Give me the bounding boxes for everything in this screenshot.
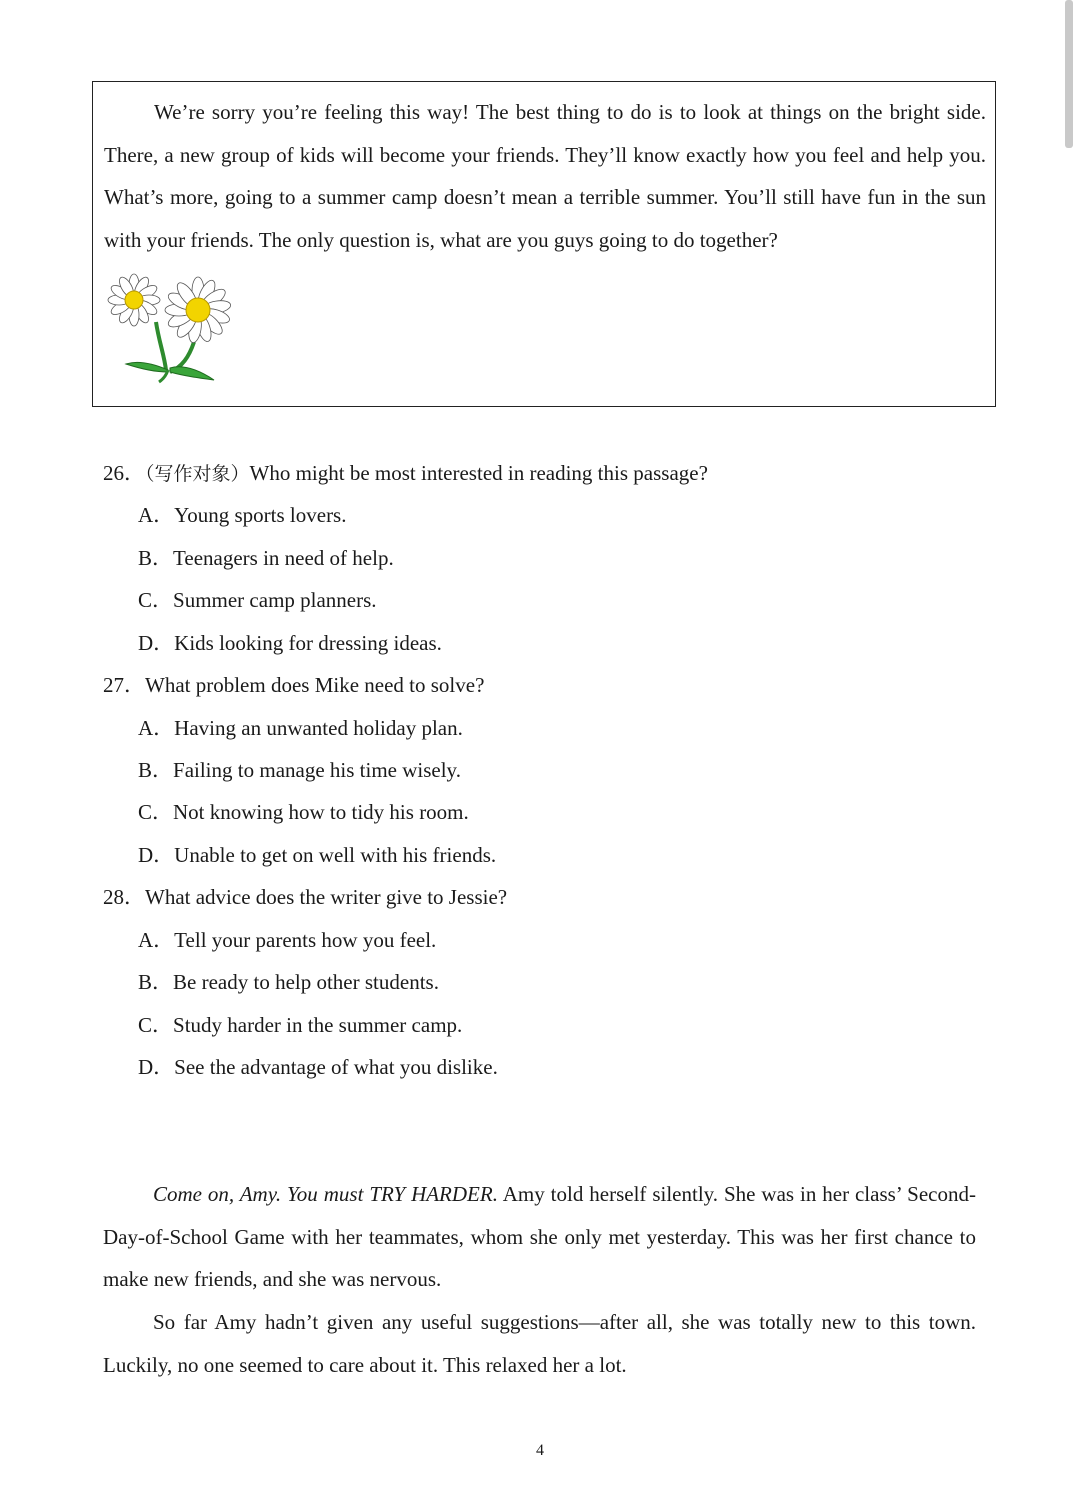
question-27: 27．What problem does Mike need to solve? bbox=[103, 673, 485, 697]
question-27-option-b[interactable]: B．Failing to manage his time wisely. bbox=[138, 758, 461, 782]
question-26-option-a[interactable]: A．Young sports lovers. bbox=[138, 503, 347, 527]
question-28-option-c[interactable]: C．Study harder in the summer camp. bbox=[138, 1013, 463, 1037]
scrollbar-thumb[interactable] bbox=[1065, 0, 1073, 148]
question-28: 28．What advice does the writer give to Jessie? bbox=[103, 885, 508, 909]
page-number: 4 bbox=[536, 1442, 544, 1459]
question-26-option-b[interactable]: B．Teenagers in need of help. bbox=[138, 546, 394, 570]
daisy-flowers-icon bbox=[104, 272, 234, 387]
story-paragraph-2: So far Amy hadn’t given any useful suggestions—after all, she was totally new to this town. Luckily, no one seemed to care about it. This relaxed her a lot. bbox=[103, 1310, 976, 1377]
question-27-option-a[interactable]: A．Having an unwanted holiday plan. bbox=[138, 716, 463, 740]
question-28-option-b[interactable]: B．Be ready to help other students. bbox=[138, 970, 439, 994]
question-26-option-d[interactable]: D．Kids looking for dressing ideas. bbox=[138, 631, 442, 655]
passage-paragraph: We’re sorry you’re feeling this way! The best thing to do is to look at things on the bright side. There, a new group of kids will become your friends. They’ll know exactly how you feel and help you. What’s more, going to a summer camp doesn’t mean a terrible summer. You’ll still have fun in the sun with your friends. The only question is, what are you guys going to do together? bbox=[104, 100, 986, 252]
question-26-option-c[interactable]: C．Summer camp planners. bbox=[138, 588, 377, 612]
question-28-option-a[interactable]: A．Tell your parents how you feel. bbox=[138, 928, 437, 952]
question-27-option-d[interactable]: D．Unable to get on well with his friends. bbox=[138, 843, 497, 867]
question-26: 26．（写作对象）Who might be most interested in reading this passage? bbox=[103, 461, 708, 485]
story-paragraph-1: Come on, Amy. You must TRY HARDER. Amy told herself silently. She was in her class’ Second-Day-of-School Game with her teammates, whom she only met yesterday. This was her first chance to make new friends, and she was nervous. bbox=[103, 1182, 976, 1291]
question-27-option-c[interactable]: C．Not knowing how to tidy his room. bbox=[138, 800, 469, 824]
question-28-option-d[interactable]: D．See the advantage of what you dislike. bbox=[138, 1055, 498, 1079]
